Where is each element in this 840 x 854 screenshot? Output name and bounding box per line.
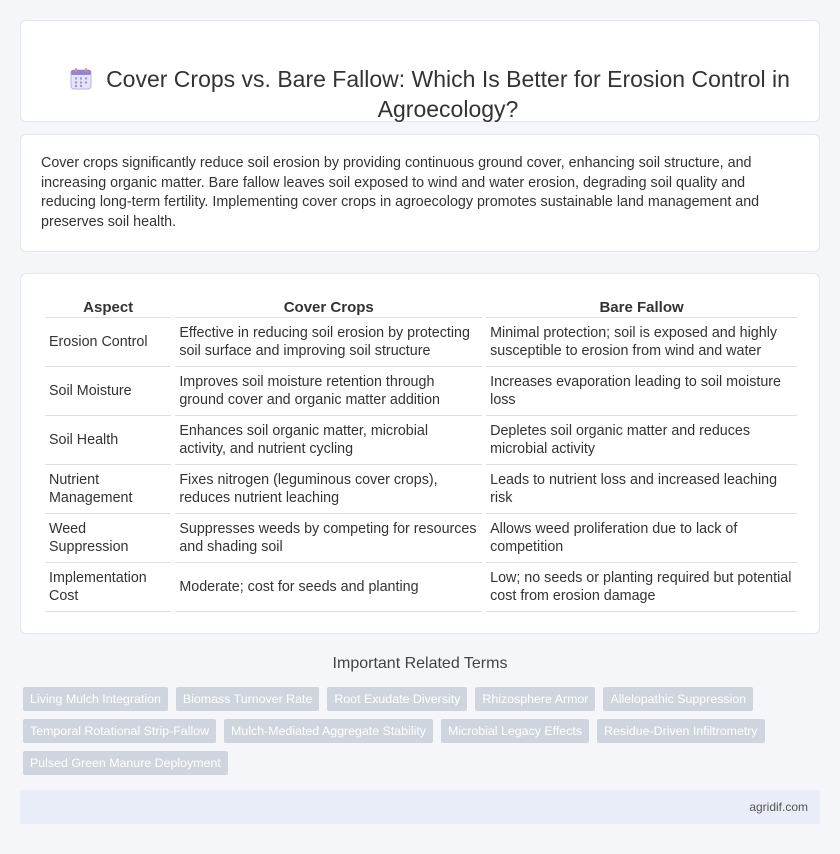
related-term-tag[interactable]: Biomass Turnover Rate xyxy=(176,687,319,711)
title-card xyxy=(20,20,820,122)
cell-bare-fallow: Leads to nutrient loss and increased leaching risk xyxy=(486,465,797,514)
table-header-row xyxy=(45,294,797,318)
cell-cover-crops: Fixes nitrogen (leguminous cover crops), reduces nutrient leaching xyxy=(175,465,482,514)
related-term-tag[interactable]: Root Exudate Diversity xyxy=(327,687,467,711)
cell-aspect: Soil Health xyxy=(45,416,171,465)
table-row xyxy=(45,563,797,612)
cell-aspect: Nutrient Management xyxy=(45,465,171,514)
cell-bare-fallow: Low; no seeds or planting required but potential cost from erosion damage xyxy=(486,563,797,612)
related-term-tag[interactable]: Microbial Legacy Effects xyxy=(441,719,589,743)
cell-bare-fallow: Allows weed proliferation due to lack of competition xyxy=(486,514,797,563)
cell-cover-crops: Effective in reducing soil erosion by protecting soil surface and improving soil structure xyxy=(175,318,482,367)
related-term-tag[interactable]: Allelopathic Suppression xyxy=(603,687,753,711)
table-row xyxy=(45,514,797,563)
header-aspect: Aspect xyxy=(45,294,171,318)
related-term-tag[interactable]: Temporal Rotational Strip-Fallow xyxy=(23,719,216,743)
summary-text: Cover crops significantly reduce soil erosion by providing continuous ground cover, enhancing soil structure, and increasing organic matter. Bare fallow leaves soil exposed to wind and water erosion, degrading soil quality and reducing long-term fertility. Implementing cover crops in agroecology promotes sustainable land management and preserves soil health. xyxy=(41,155,760,230)
cell-cover-crops: Suppresses weeds by competing for resources and shading soil xyxy=(175,514,482,563)
table-row xyxy=(45,416,797,465)
related-term-tag[interactable]: Pulsed Green Manure Deployment xyxy=(23,751,228,775)
calendar-icon xyxy=(69,67,93,91)
cell-bare-fallow: Depletes soil organic matter and reduces microbial activity xyxy=(486,416,797,465)
related-terms-heading: Important Related Terms xyxy=(332,655,508,672)
page-title: Cover Crops vs. Bare Fallow: Which Is Better for Erosion Control in Agroecology? xyxy=(106,66,790,122)
footer-site-link[interactable]: agridif.com xyxy=(749,800,808,814)
cell-cover-crops: Improves soil moisture retention through ground cover and organic matter addition xyxy=(175,367,482,416)
footer xyxy=(20,790,820,824)
header-bare-fallow: Bare Fallow xyxy=(486,294,797,318)
related-terms-list xyxy=(23,687,813,775)
cell-aspect: Erosion Control xyxy=(45,318,171,367)
related-term-tag[interactable]: Rhizosphere Armor xyxy=(475,687,595,711)
table-row xyxy=(45,465,797,514)
comparison-table xyxy=(41,294,801,612)
cell-aspect: Soil Moisture xyxy=(45,367,171,416)
related-term-tag[interactable]: Mulch-Mediated Aggregate Stability xyxy=(224,719,433,743)
cell-cover-crops: Enhances soil organic matter, microbial activity, and nutrient cycling xyxy=(175,416,482,465)
table-row xyxy=(45,318,797,367)
summary-card xyxy=(20,134,820,252)
cell-bare-fallow: Increases evaporation leading to soil moisture loss xyxy=(486,367,797,416)
comparison-card xyxy=(20,273,820,634)
related-term-tag[interactable]: Residue-Driven Infiltrometry xyxy=(597,719,765,743)
cell-bare-fallow: Minimal protection; soil is exposed and highly susceptible to erosion from wind and water xyxy=(486,318,797,367)
related-term-tag[interactable]: Living Mulch Integration xyxy=(23,687,168,711)
cell-aspect: Weed Suppression xyxy=(45,514,171,563)
header-cover-crops: Cover Crops xyxy=(175,294,482,318)
table-row xyxy=(45,367,797,416)
cell-cover-crops: Moderate; cost for seeds and planting xyxy=(175,563,482,612)
cell-aspect: Implementation Cost xyxy=(45,563,171,612)
